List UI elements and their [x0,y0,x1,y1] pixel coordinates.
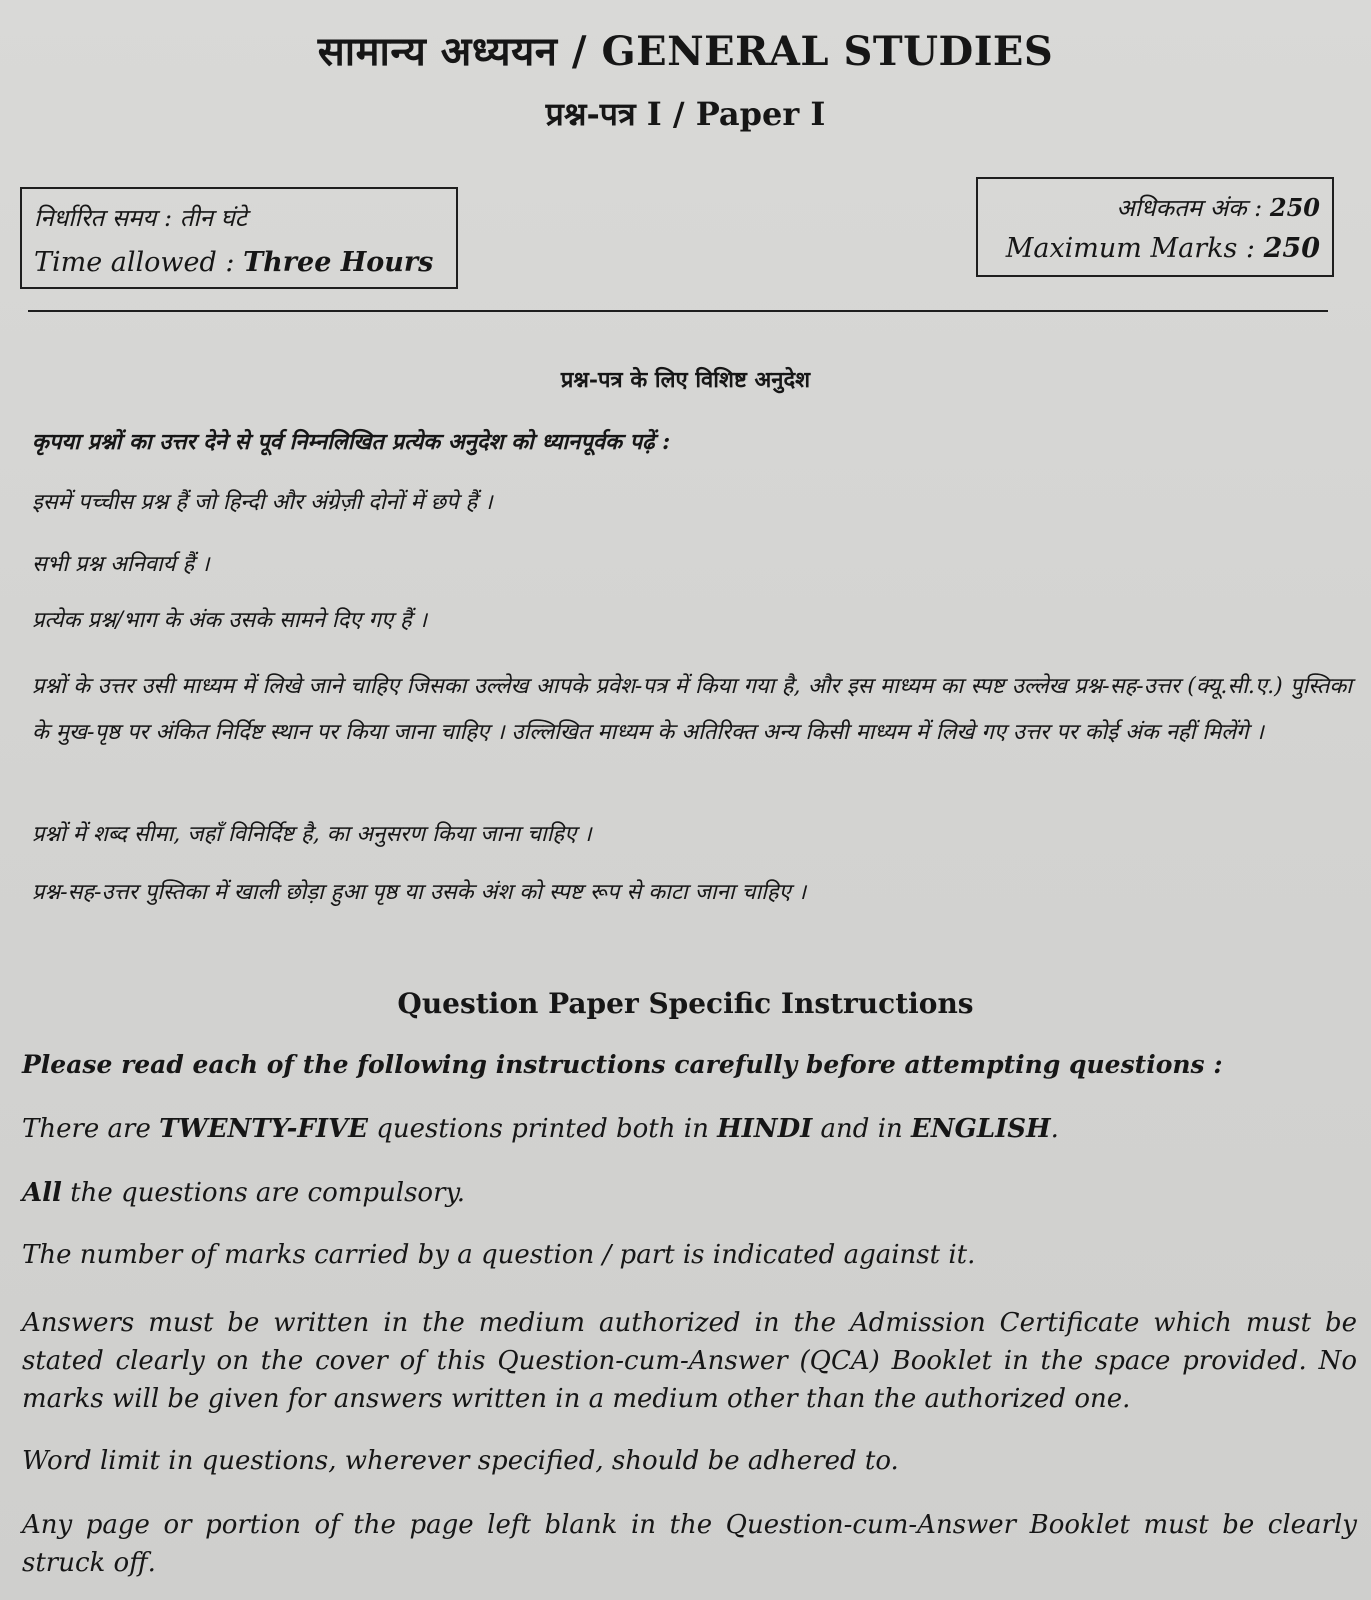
english-instruction-item: Word limit in questions, wherever specified, should be adhered to. [22,1446,899,1476]
time-allowed-label: Time allowed : [34,247,235,278]
text-fragment: questions printed both in [367,1114,718,1144]
language-hindi: HINDI [717,1114,813,1144]
maximum-marks-value: 250 [1263,233,1320,264]
hindi-instruction-item: प्रश्न-सह-उत्तर पुस्तिका में खाली छोड़ा हुआ पृष्ठ या उसके अंश को स्पष्ट रूप से काटा जाना चाहिए । [32,880,807,905]
english-instruction-item: Answers must be written in the medium authorized in the Admission Certificate which must be stated clearly on the cover of this Question-cum-Answer (QCA) Booklet in the space provided. No marks will be given for answers written in a medium other than the authorized one. [22,1308,1357,1414]
emphasis-all: All [22,1178,62,1208]
text-fragment: the questions are compulsory. [61,1178,466,1208]
time-allowed-english [34,247,433,278]
time-allowed-hindi: निर्धारित समय : तीन घंटे [34,204,247,232]
hindi-instruction-item: इसमें पच्चीस प्रश्न हैं जो हिन्दी और अंग्रेज़ी दोनों में छपे हैं । [32,490,493,515]
english-instruction-item: The number of marks carried by a question / part is indicated against it. [22,1240,976,1270]
hindi-instructions-intro: कृपया प्रश्नों का उत्तर देने से पूर्व निम्नलिखित प्रत्येक अनुदेश को ध्यानपूर्वक पढ़ें : [32,429,671,455]
maximum-marks-label: Maximum Marks : [1005,233,1256,264]
english-instruction-item: Any page or portion of the page left blank in the Question-cum-Answer Booklet must be clearly struck off. [22,1510,1357,1578]
paper-subtitle: प्रश्न-पत्र I / Paper I [545,95,826,133]
time-allowed-box [20,187,458,289]
maximum-marks-english [1006,233,1320,264]
hindi-instruction-item: प्रत्येक प्रश्न/भाग के अंक उसके सामने दिए गए हैं । [32,608,428,633]
header-divider [28,310,1328,312]
time-allowed-value: Three Hours [243,247,434,278]
english-instructions-heading: Question Paper Specific Instructions [397,987,974,1020]
hindi-instructions-heading: प्रश्न-पत्र के लिए विशिष्ट अनुदेश [560,367,811,393]
english-instruction-item [22,1174,1357,1212]
english-instructions-intro: Please read each of the following instructions carefully before attempting questions : [22,1050,1223,1079]
maximum-marks-box [976,177,1334,277]
maximum-marks-hindi-value: 250 [1269,193,1320,222]
english-instruction-item [22,1110,1357,1148]
text-fragment: There are [22,1114,160,1144]
hindi-instruction-item: सभी प्रश्न अनिवार्य हैं । [32,552,210,577]
text-fragment: and in [812,1114,912,1144]
maximum-marks-hindi-label: अधिकतम अंक : [1116,194,1263,222]
question-count: TWENTY-FIVE [159,1114,368,1144]
maximum-marks-hindi [1116,191,1320,224]
hindi-instruction-item: प्रश्नों में शब्द सीमा, जहाँ विनिर्दिष्ट है, का अनुसरण किया जाना चाहिए । [32,822,592,847]
language-english: ENGLISH [911,1114,1051,1144]
text-fragment: . [1050,1114,1059,1144]
hindi-instruction-item: प्रश्नों के उत्तर उसी माध्यम में लिखे जाने चाहिए जिसका उल्लेख आपके प्रवेश-पत्र में किया गया है, और इस माध्यम का स्पष्ट उल्लेख प्रश्न-सह-उत्तर (क्यू.सी.ए.) पुस्तिका के मुख-पृष्ठ पर अंकित निर्दिष्ट स्थान पर किया जाना चाहिए । उल्लिखित माध्यम के अतिरिक्त अन्य किसी माध्यम में लिखे गए उत्तर पर कोई अंक नहीं मिलेंगे । [32,674,1352,745]
paper-title: सामान्य अध्ययन / GENERAL STUDIES [317,28,1054,75]
